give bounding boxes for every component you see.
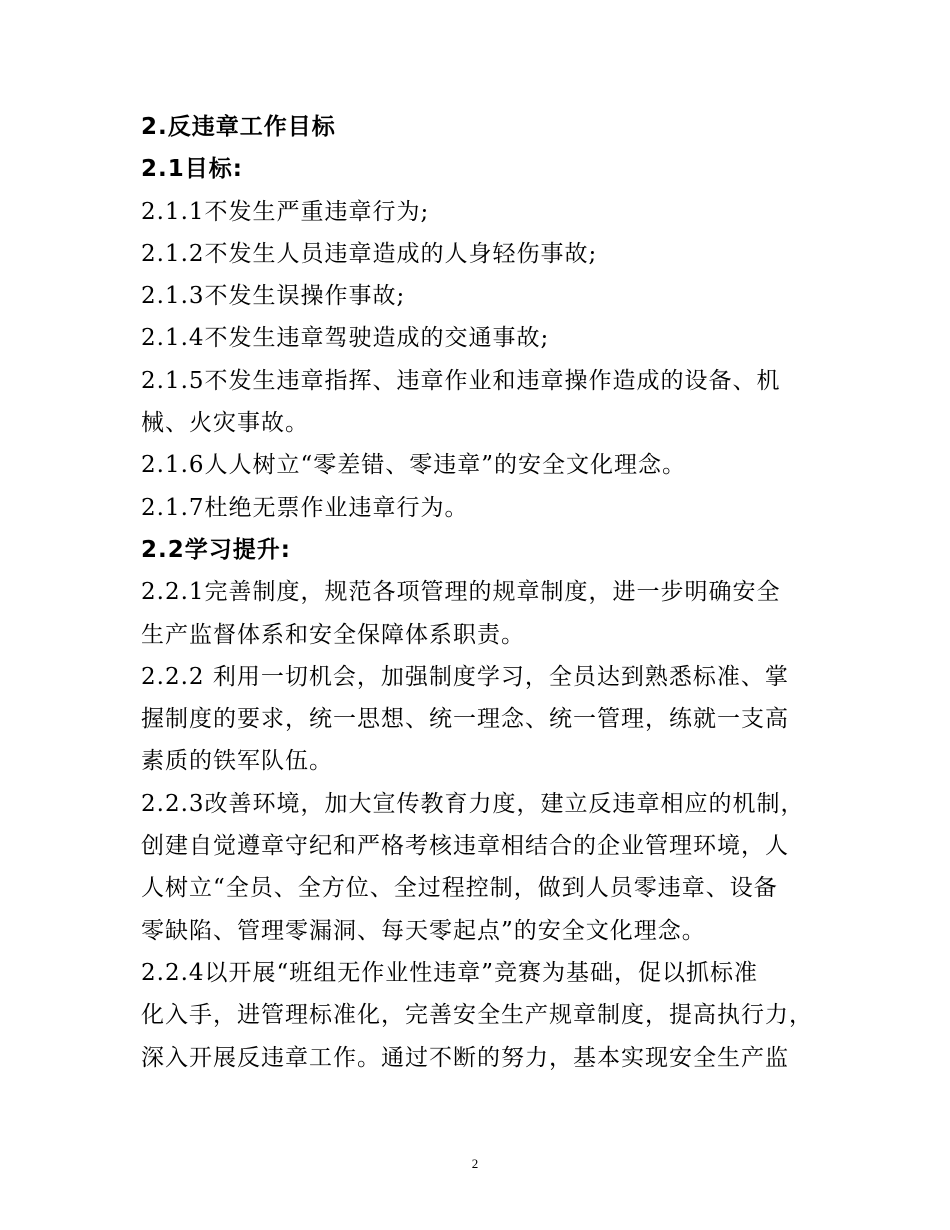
body-line: 握制度的要求，统一思想、统一理念、统一管理，练就一支高 xyxy=(141,706,789,733)
body-line: 2.1.5不发生违章指挥、违章作业和违章操作造成的设备、机 xyxy=(141,367,781,394)
body-line: 生产监督体系和安全保障体系职责。 xyxy=(141,621,525,648)
body-line: 2.1.1不发生严重违章行为; xyxy=(141,198,430,225)
body-line: 零缺陷、管理零漏洞、每天零起点”的安全文化理念。 xyxy=(141,917,706,944)
page-number: 2 xyxy=(471,1156,479,1171)
body-line: 2.2.1完善制度，规范各项管理的规章制度，进一步明确安全 xyxy=(141,579,781,606)
body-line: 2.1.2不发生人员违章造成的人身轻伤事故; xyxy=(141,240,598,267)
subsection-heading: 2.1目标: xyxy=(141,156,243,183)
body-line: 2.1.4不发生违章驾驶造成的交通事故; xyxy=(141,325,550,352)
body-line: 2.2.2 利用一切机会，加强制度学习，全员达到熟悉标准、掌 xyxy=(141,663,789,690)
document-body xyxy=(141,106,821,1079)
body-line: 人树立“全员、全方位、全过程控制，做到人员零违章、设备 xyxy=(141,875,778,902)
section-heading: 2.反违章工作目标 xyxy=(141,114,336,140)
body-line: 械、火灾事故。 xyxy=(141,410,309,437)
body-line: 化入手，进管理标准化，完善安全生产规章制度，提高执行力， xyxy=(141,1002,813,1029)
body-line: 创建自觉遵章守纪和严格考核违章相结合的企业管理环境，人 xyxy=(141,833,789,860)
body-line: 素质的铁军队伍。 xyxy=(141,748,333,775)
subsection-heading: 2.2学习提升: xyxy=(141,536,291,563)
body-line: 2.2.4以开展“班组无作业性违章”竞赛为基础，促以抓标准 xyxy=(141,959,759,986)
body-line: 2.1.6人人树立“零差错、零违章”的安全文化理念。 xyxy=(141,452,687,479)
body-line: 2.1.3不发生误操作事故; xyxy=(141,283,406,310)
body-line: 深入开展反违章工作。通过不断的努力，基本实现安全生产监 xyxy=(141,1044,789,1071)
body-line: 2.1.7杜绝无票作业违章行为。 xyxy=(141,494,469,521)
body-line: 2.2.3改善环境，加大宣传教育力度，建立反违章相应的机制， xyxy=(141,790,805,817)
